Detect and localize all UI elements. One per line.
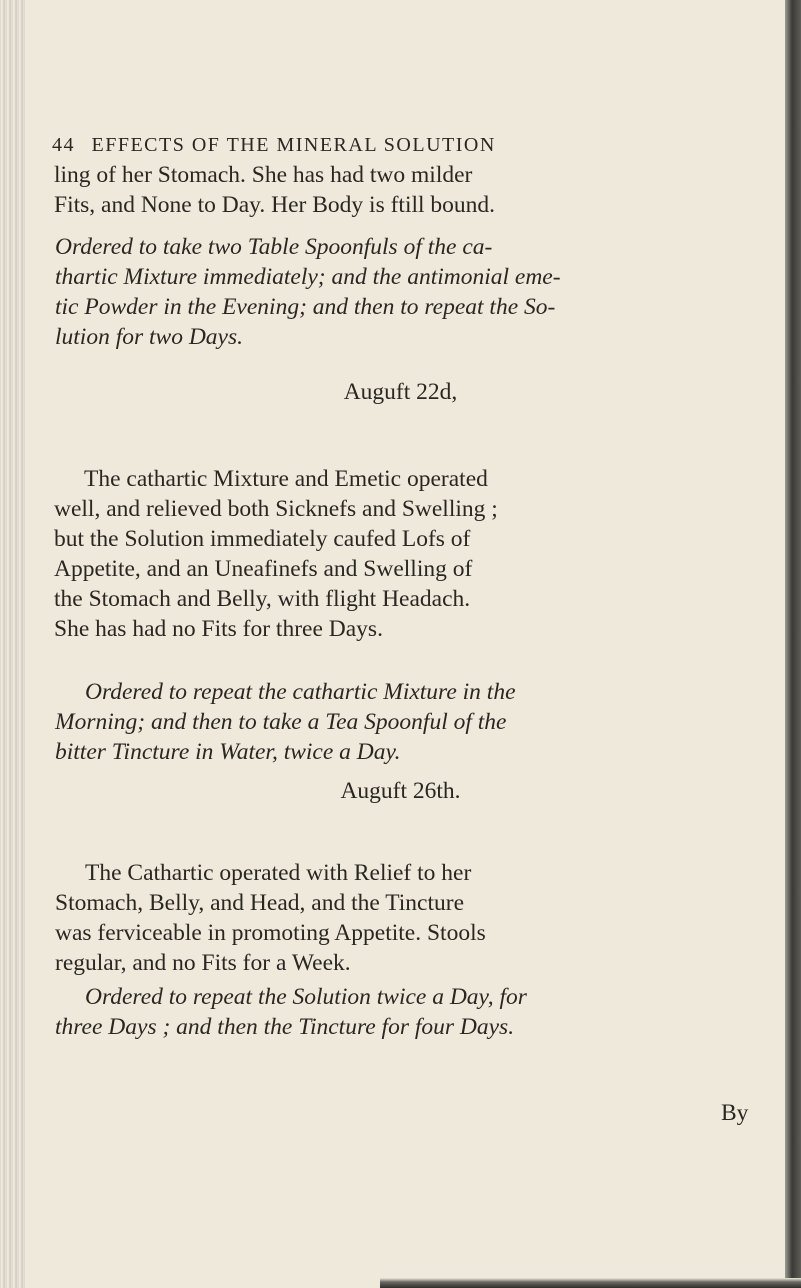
running-title: EFFECTS OF THE MINERAL SOLUTION (91, 134, 496, 156)
text-line: Fits, and None to Day. Her Body is ftill bound. (54, 192, 496, 218)
text-line: thartic Mixture immediately; and the antimonial eme- (55, 264, 561, 290)
order-paragraph (55, 232, 561, 352)
page-number: 44 (52, 134, 75, 156)
catchword-text: By (721, 1100, 749, 1126)
text-line: was ferviceable in promoting Appetite. Stools (55, 920, 486, 946)
order-paragraph (55, 677, 516, 767)
text-line: Ordered to repeat the Solution twice a Day, for (85, 984, 527, 1010)
text-line: three Days ; and then the Tincture for four Days. (55, 1014, 515, 1040)
text-line: tic Powder in the Evening; and then to repeat the So- (55, 294, 556, 320)
text-line: Ordered to repeat the cathartic Mixture in the (85, 679, 516, 705)
text-line: lution for two Days. (55, 324, 244, 350)
text-line: Stomach, Belly, and Head, and the Tincture (55, 890, 465, 916)
date-text: Auguft 22d, (343, 379, 458, 405)
text-line: She has had no Fits for three Days. (54, 616, 383, 642)
catchword (721, 1098, 748, 1128)
date-heading (0, 377, 801, 407)
text-line: but the Solution immediately caufed Lofs of (54, 526, 471, 552)
text-line: regular, and no Fits for a Week. (55, 950, 351, 976)
text-line: the Stomach and Belly, with flight Headach. (54, 586, 471, 612)
running-header (52, 134, 772, 157)
date-heading (0, 776, 801, 806)
date-text: Auguft 26th. (340, 778, 461, 804)
paragraph (54, 464, 498, 644)
text-line: The cathartic Mixture and Emetic operated (84, 466, 488, 492)
text-line: The Cathartic operated with Relief to her (85, 860, 472, 886)
paragraph (55, 858, 486, 978)
text-line: Appetite, and an Uneafinefs and Swelling of (54, 556, 473, 582)
text-line: well, and relieved both Sicknefs and Swelling ; (54, 496, 498, 522)
paragraph-continuation (54, 160, 495, 220)
text-line: bitter Tincture in Water, twice a Day. (55, 739, 401, 765)
text-line: ling of her Stomach. She has had two milder (54, 162, 473, 188)
order-paragraph (55, 982, 527, 1042)
text-line: Ordered to take two Table Spoonfuls of the ca- (55, 234, 493, 260)
text-line: Morning; and then to take a Tea Spoonful of the (55, 709, 507, 735)
